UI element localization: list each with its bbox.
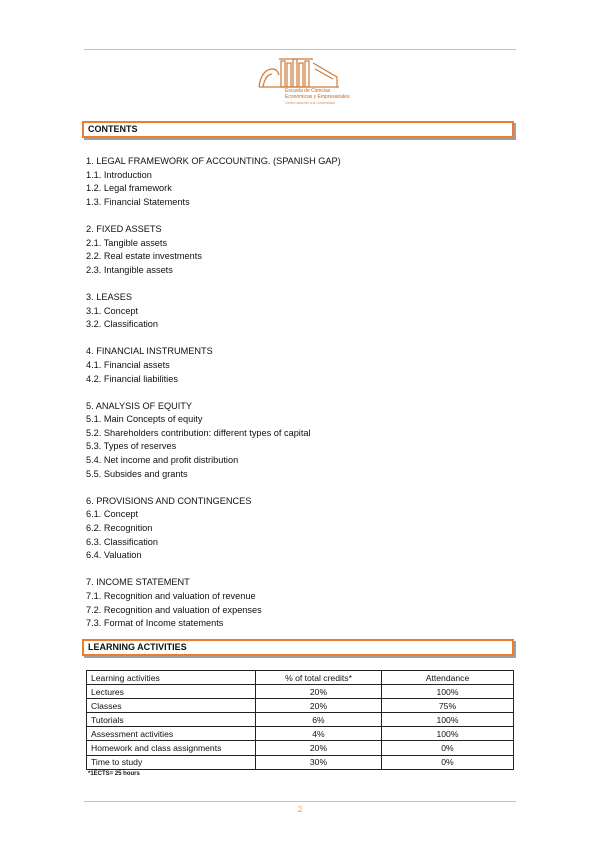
- contents-heading: CONTENTS: [82, 121, 514, 138]
- toc-item: 5.4. Net income and profit distribution: [86, 455, 239, 466]
- activity-cell: Time to study: [87, 755, 256, 769]
- table-row: [87, 727, 514, 741]
- credits-cell: 20%: [256, 699, 382, 713]
- toc-item: 4.2. Financial liabilities: [86, 373, 178, 384]
- toc-item: 7.3. Format of Income statements: [86, 618, 224, 629]
- toc-item: 6.1. Concept: [86, 509, 139, 520]
- toc-section-title: 1. LEGAL FRAMEWORK OF ACCOUNTING. (SPANISH GAP): [86, 156, 341, 166]
- table-row: [87, 699, 514, 713]
- table-row: [87, 741, 514, 755]
- attendance-cell: 0%: [382, 755, 514, 769]
- toc-section-title: 7. INCOME STATEMENT: [86, 577, 190, 588]
- header-rule: [84, 49, 516, 50]
- attendance-cell: 100%: [382, 685, 514, 699]
- footer-rule: [84, 801, 516, 802]
- toc-item: 5.2. Shareholders contribution: different types of capital: [86, 427, 311, 438]
- credits-cell: 20%: [256, 741, 382, 755]
- toc-item: 6.3. Classification: [86, 536, 159, 547]
- toc-item: 7.2. Recognition and valuation of expenses: [86, 604, 262, 615]
- toc-item: 3.1. Concept: [86, 305, 139, 316]
- credits-cell: 20%: [256, 685, 382, 699]
- table-row: [87, 713, 514, 727]
- toc-item: 1.3. Financial Statements: [86, 196, 190, 207]
- logo-line-3: Centro adscrito a la Universidad: [285, 101, 335, 105]
- logo-line-1: Escuela de Ciencias: [285, 88, 331, 94]
- toc-item: 4.1. Financial assets: [86, 359, 170, 370]
- table-of-contents: [86, 155, 341, 644]
- toc-item: 1.1. Introduction: [86, 169, 152, 180]
- toc-section-title: 6. PROVISIONS AND CONTINGENCES: [86, 495, 252, 506]
- credits-cell: 6%: [256, 713, 382, 727]
- ects-footnote: *1ECTS= 25 hours: [88, 771, 140, 777]
- toc-section-7: [86, 576, 341, 630]
- toc-section-4: [86, 345, 341, 386]
- toc-item: 1.2. Legal framework: [86, 183, 172, 194]
- learning-activities-heading: LEARNING ACTIVITIES: [82, 639, 514, 656]
- toc-section-title: 4. FINANCIAL INSTRUMENTS: [86, 346, 213, 357]
- activity-cell: Assessment activities: [87, 727, 256, 741]
- toc-section-1: [86, 155, 341, 209]
- column-header: Learning activities: [87, 671, 256, 685]
- table-row: [87, 685, 514, 699]
- toc-item: 7.1. Recognition and valuation of revenue: [86, 591, 256, 601]
- toc-item: 3.2. Classification: [86, 319, 159, 330]
- credits-cell: 4%: [256, 727, 382, 741]
- logo-text: [285, 88, 349, 106]
- table-row: [87, 755, 514, 769]
- attendance-cell: 100%: [382, 727, 514, 741]
- toc-item: 5.3. Types of reserves: [86, 441, 177, 452]
- page-number: 2: [297, 805, 303, 814]
- toc-item: 2.2. Real estate investments: [86, 251, 202, 262]
- toc-item: 5.5. Subsides and grants: [86, 468, 188, 479]
- attendance-cell: 100%: [382, 713, 514, 727]
- activity-cell: Tutorials: [87, 713, 256, 727]
- column-header: Attendance: [382, 671, 514, 685]
- toc-section-title: 2. FIXED ASSETS: [86, 223, 162, 234]
- toc-section-6: [86, 495, 341, 563]
- table-header-row: [87, 671, 514, 685]
- toc-item: 2.3. Intangible assets: [86, 264, 173, 275]
- toc-section-3: [86, 291, 341, 332]
- learning-activities-table: [86, 670, 514, 770]
- activity-cell: Lectures: [87, 685, 256, 699]
- toc-section-title: 3. LEASES: [86, 291, 132, 302]
- activity-cell: Classes: [87, 699, 256, 713]
- toc-section-title: 5. ANALYSIS OF EQUITY: [86, 400, 193, 411]
- toc-item: 5.1. Main Concepts of equity: [86, 414, 203, 425]
- attendance-cell: 75%: [382, 699, 514, 713]
- column-header: % of total credits*: [256, 671, 382, 685]
- credits-cell: 30%: [256, 755, 382, 769]
- toc-section-5: [86, 400, 341, 482]
- attendance-cell: 0%: [382, 741, 514, 755]
- toc-item: 6.4. Valuation: [86, 550, 142, 561]
- toc-item: 6.2. Recognition: [86, 523, 153, 534]
- activity-cell: Homework and class assignments: [87, 741, 256, 755]
- toc-item: 2.1. Tangible assets: [86, 237, 168, 248]
- logo-line-2: Económicas y Empresariales: [285, 94, 350, 100]
- toc-section-2: [86, 223, 341, 277]
